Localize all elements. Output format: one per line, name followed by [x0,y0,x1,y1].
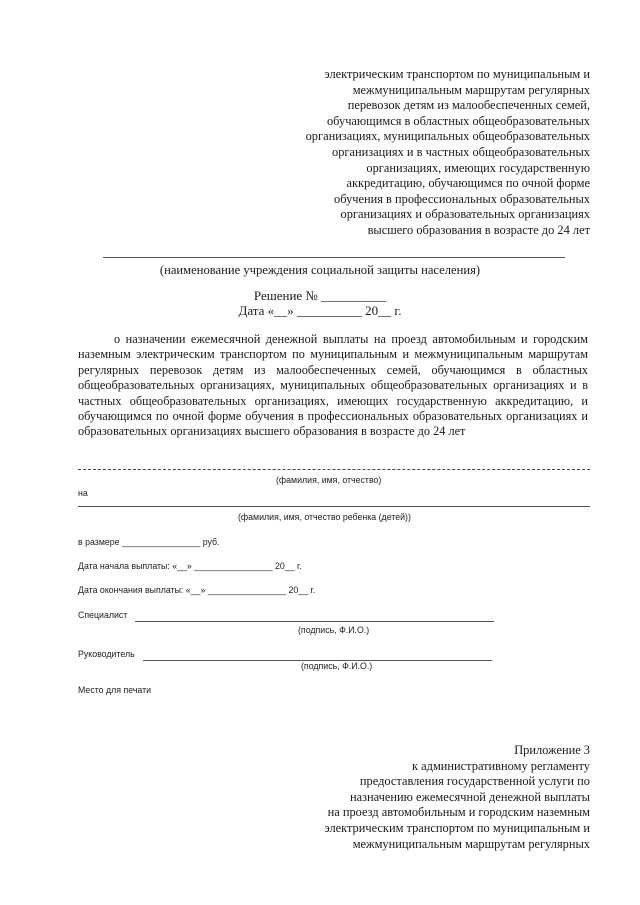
header-line: аккредитацию, обучающимся по очной форме [346,176,590,191]
na-label: на [78,488,88,498]
fio-line [78,469,590,470]
regulation-reference-header [306,67,590,239]
child-name-line [78,506,590,507]
head-label: Руководитель [78,649,135,659]
child-name-caption: (фамилия, имя, отчество ребенка (детей)) [238,512,411,522]
header-line: обучения в профессиональных образовательных [334,191,590,206]
amount-field: в размере ________________ руб. [78,537,220,547]
appendix-header [324,743,590,852]
appendix-line: межмуниципальным маршрутам регулярных [352,836,590,851]
header-line: организациях и образовательных организациях [340,207,590,222]
org-name-line [103,257,565,258]
decision-date: Дата «__» __________ 20__ г. [238,303,402,318]
specialist-signature-line [135,621,494,622]
header-line: межмуниципальным маршрутам регулярных [352,82,590,97]
appendix-line: к административному регламенту [412,758,590,773]
header-line: электрическим транспортом по муниципальным и [324,67,590,81]
appendix-line: Приложение 3 [514,743,590,757]
appendix-line: назначению ежемесячной денежной выплаты [350,789,590,804]
decision-subject-paragraph: о назначении ежемесячной денежной выплаты на проезд автомобильным и городским наземным электрическим транспортом по муниципальным и межмуниципальным маршрутам регулярных перевозок детям из малообеспеченных семей, обучающимся в областных общеобразовательных организациях, муниципальных общеобразовательных организациях и в частных общеобразовательных организациях, имеющих государственную аккредитацию, и обучающимся по очной форме обучения в профессиональных образовательных организациях и образовательных организациях высшего образования в возрасте до 24 лет [78,332,588,439]
appendix-line: предоставления государственной услуги по [359,774,590,789]
fio-caption: (фамилия, имя, отчество) [276,475,382,485]
header-line: высшего образования в возрасте до 24 лет [367,222,590,237]
org-name-caption: (наименование учреждения социальной защиты населения) [159,263,481,277]
head-caption: (подпись, Ф.И.О.) [301,661,373,671]
header-line: организациях, муниципальных общеобразовательных [305,129,590,144]
appendix-line: на проезд автомобильным и городским наземным [327,805,590,820]
header-line: перевозок детям из малообеспеченных семей, [347,98,590,113]
specialist-caption: (подпись, Ф.И.О.) [298,625,370,635]
header-line: организациях, имеющих государственную [366,160,590,175]
stamp-place: Место для печати [78,685,152,695]
specialist-label: Специалист [78,610,128,620]
header-line: обучающимся в областных общеобразовательных [326,113,590,128]
appendix-line: электрическим транспортом по муниципальным и [324,820,590,835]
decision-title: Решение № __________ [253,288,387,303]
header-line: организациях и в частных общеобразовательных [332,144,590,159]
start-date-field: Дата начала выплаты: «__» ________________ 20__ г. [78,561,302,571]
end-date-field: Дата окончания выплаты: «__» ________________ 20__ г. [78,585,316,595]
